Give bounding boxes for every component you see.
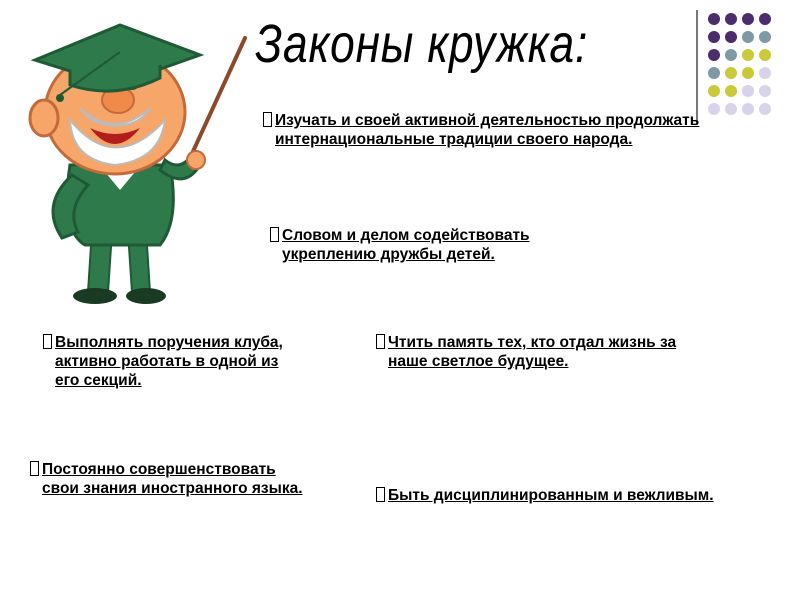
decor-dot	[742, 103, 754, 115]
rule-item	[388, 333, 708, 371]
rule-item	[282, 226, 582, 264]
page-title: Законы кружка:	[255, 14, 589, 74]
decor-dot	[759, 103, 771, 115]
decor-dot	[708, 67, 720, 79]
decor-dot	[725, 67, 737, 79]
rule-item	[275, 111, 735, 149]
rule-item	[55, 333, 295, 390]
decor-dot	[708, 49, 720, 61]
rule-item	[42, 460, 312, 498]
decor-dot	[759, 67, 771, 79]
bullet-box-icon	[376, 487, 385, 502]
decor-dot	[742, 13, 754, 25]
decor-dot	[759, 31, 771, 43]
bullet-box-icon	[376, 334, 385, 349]
rule-text: Постоянно совершенствовать свои знания иностранного языка.	[42, 461, 303, 497]
bullet-box-icon	[43, 334, 52, 349]
decor-dot	[725, 31, 737, 43]
decor-dot	[725, 13, 737, 25]
decor-dot	[742, 31, 754, 43]
decor-dot	[708, 13, 720, 25]
rule-item	[388, 486, 728, 505]
decor-dot	[759, 85, 771, 97]
decor-dot	[725, 49, 737, 61]
rule-text: Выполнять поручения клуба, активно работать в одной из его секций.	[55, 334, 283, 389]
rule-text: Словом и делом содействовать укреплению дружбы детей.	[282, 227, 530, 263]
rule-text: Чтить память тех, кто отдал жизнь за наше светлое будущее.	[388, 334, 677, 370]
decor-dot	[742, 85, 754, 97]
bullet-box-icon	[30, 461, 39, 476]
rule-text: Быть дисциплинированным и вежливым.	[388, 487, 714, 504]
decor-dot	[742, 49, 754, 61]
decor-dot	[725, 85, 737, 97]
decor-dot	[708, 31, 720, 43]
decor-dot	[708, 85, 720, 97]
decor-divider	[696, 10, 698, 125]
decor-dot	[742, 67, 754, 79]
decor-dot	[759, 49, 771, 61]
decor-dot	[759, 13, 771, 25]
rule-text: Изучать и своей активной деятельностью продолжать интернациональные традиции своего народа.	[275, 112, 700, 148]
professor-illustration	[0, 0, 270, 310]
bullet-box-icon	[270, 227, 279, 242]
bullet-box-icon	[263, 112, 272, 127]
